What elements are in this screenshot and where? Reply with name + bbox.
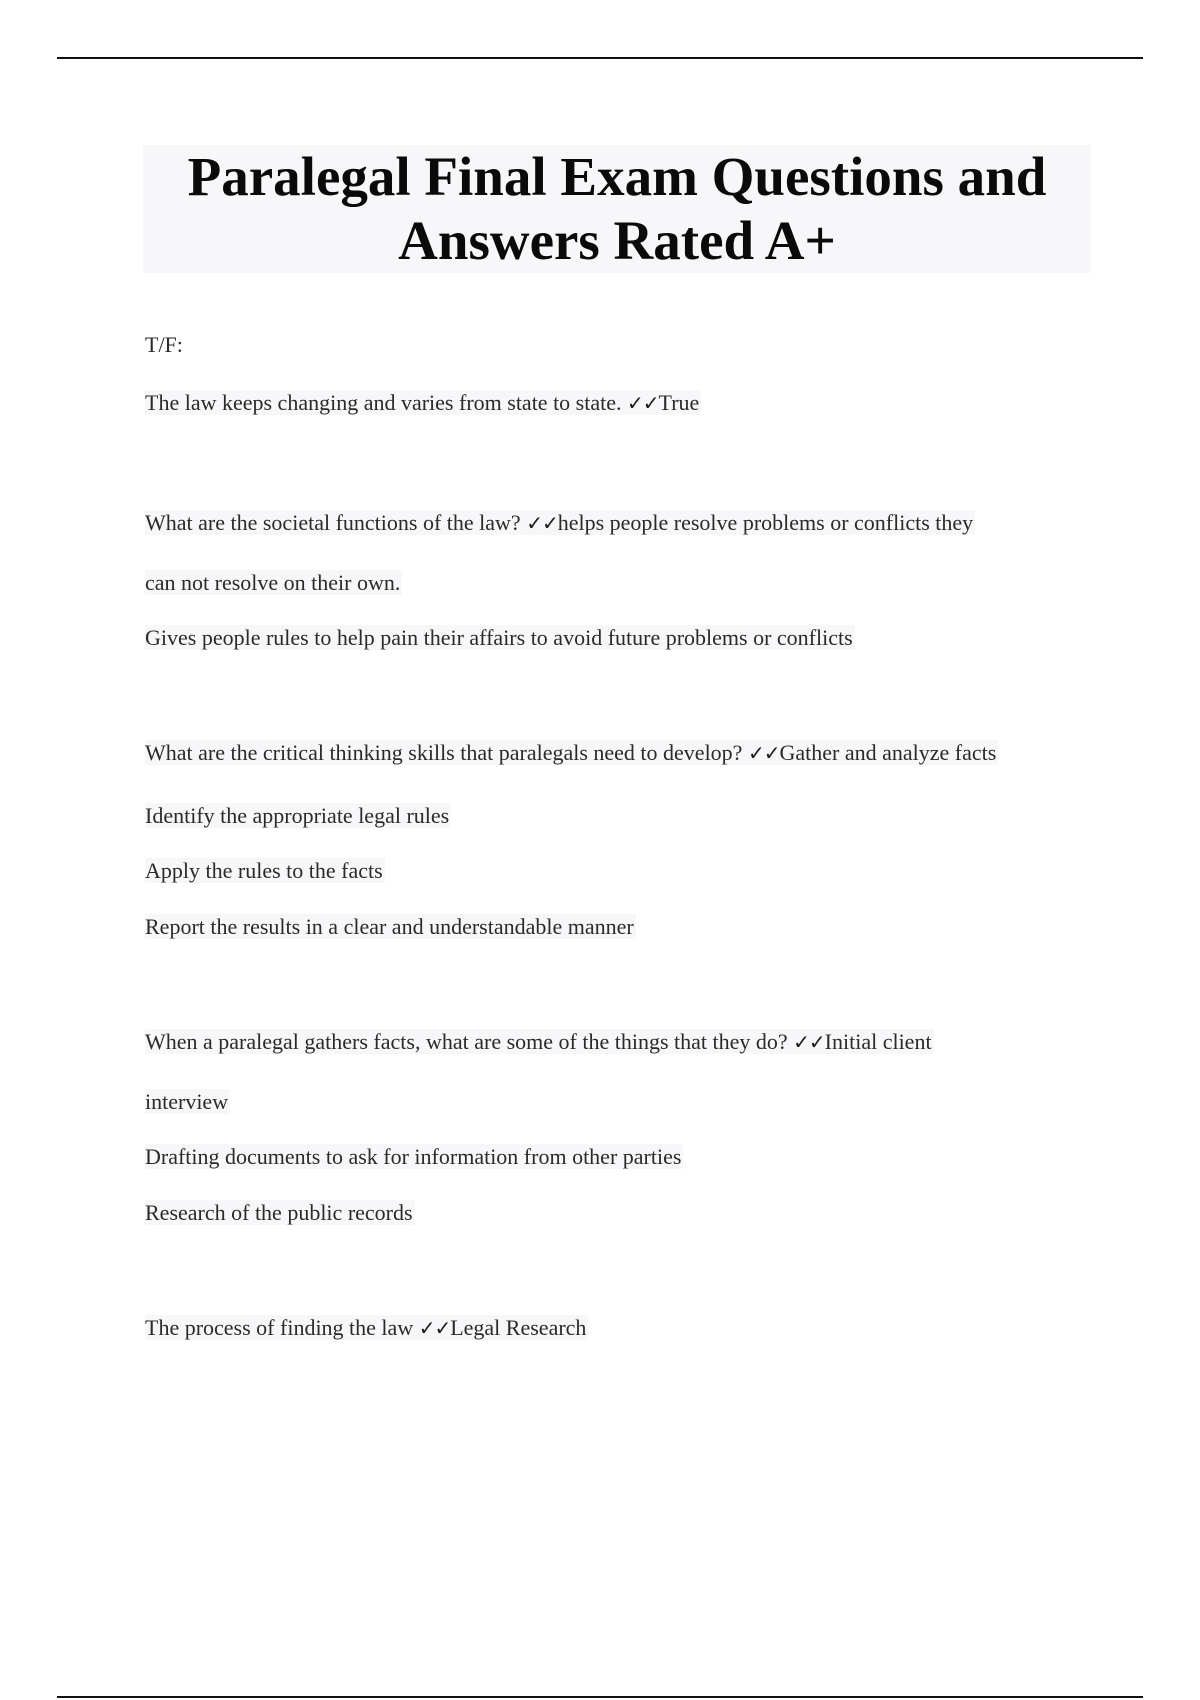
double-check-icon: ✓✓ [627,391,659,415]
double-check-icon: ✓✓ [418,1316,451,1340]
question-3 [145,738,998,768]
answer-3-line-2: Identify the appropriate legal rules [145,803,450,828]
answer-4-line-1: Initial client [824,1029,932,1054]
question-4 [145,1027,934,1057]
question-2 [145,508,975,538]
answer-4-line-2: interview [145,1089,229,1114]
question-1-text: The law keeps changing and varies from state to state. ✓✓True [145,390,700,415]
top-rule [57,57,1143,59]
question-5 [145,1313,588,1343]
tf-label: T/F: [145,332,183,357]
question-3-text: What are the critical thinking skills that paralegals need to develop? ✓✓Gather and analyze facts [145,740,997,765]
double-check-icon: ✓✓ [526,511,558,535]
question-4-text: When a paralegal gathers facts, what are some of the things that they do? ✓✓Initial client [145,1029,932,1054]
double-check-icon: ✓✓ [747,741,780,765]
answer-5: Legal Research [450,1315,587,1340]
double-check-icon: ✓✓ [793,1030,825,1054]
document-title [143,145,1091,273]
question-1 [145,388,701,418]
bottom-rule [57,1696,1143,1698]
answer-4-line-3: Drafting documents to ask for information from other parties [145,1144,682,1169]
question-2-text: What are the societal functions of the law? ✓✓helps people resolve problems or conflicts they [145,510,974,535]
answer-3-line-1: Gather and analyze facts [779,740,997,765]
answer-3-line-4: Report the results in a clear and understandable manner [145,914,634,939]
answer-2-line-3: Gives people rules to help pain their affairs to avoid future problems or conflicts [145,625,853,650]
answer-1: True [658,390,700,415]
answer-2-line-2: can not resolve on their own. [145,570,401,595]
title-line-2: Answers Rated A+ [398,210,836,271]
question-5-text: The process of finding the law ✓✓Legal Research [145,1315,587,1340]
answer-2-line-1: helps people resolve problems or conflicts they [557,510,974,535]
title-line-1: Paralegal Final Exam Questions and [187,146,1047,207]
answer-3-line-3: Apply the rules to the facts [145,858,383,883]
answer-4-line-4: Research of the public records [145,1200,413,1225]
